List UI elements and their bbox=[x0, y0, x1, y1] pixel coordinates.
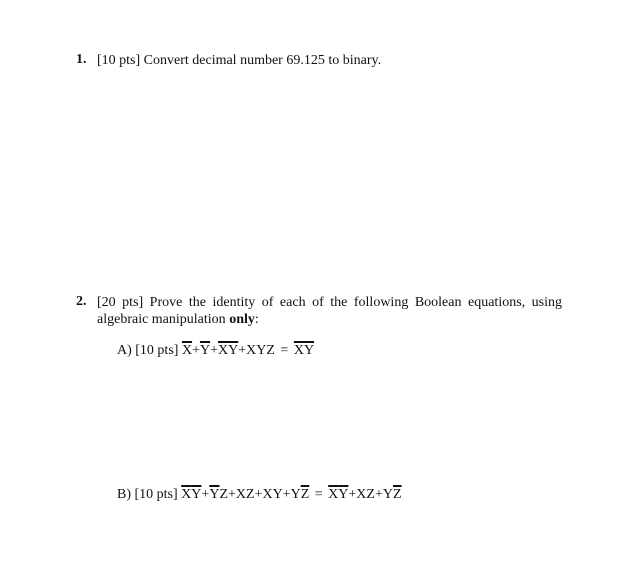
part-b-term-y-bar: $\overline{Y}$ bbox=[191, 487, 202, 502]
part-b-terms-mid: Z+XZ+XY+Y bbox=[219, 487, 301, 502]
question-2-text bbox=[97, 294, 562, 328]
part-a-equation bbox=[117, 342, 314, 360]
part-a-term-x-bar: $\overline{X}$ bbox=[181, 343, 193, 358]
question-1-text: [10 pts] Convert decimal number 69.125 to binary. bbox=[97, 53, 382, 68]
part-b-rhs-z-bar: $\overline{Z}$ bbox=[392, 487, 402, 502]
part-a-term-y-bar: $\overline{Y}$ bbox=[199, 343, 211, 358]
question-2-number: 2. bbox=[76, 294, 87, 309]
part-a-term-xy-bar: $\overline{XY}$ bbox=[218, 343, 239, 358]
part-b-rhs-x-bar: $\overline{X}$ bbox=[328, 487, 339, 502]
part-a-equals: = bbox=[280, 343, 289, 358]
question-1-number: 1. bbox=[76, 52, 87, 67]
question-2-emphasis: only bbox=[229, 312, 255, 327]
part-b-term-x-bar: $\overline{X}$ bbox=[181, 487, 192, 502]
part-b-equals: = bbox=[314, 487, 323, 502]
part-a-plus-3: + bbox=[238, 343, 247, 358]
part-a-label: A) [10 pts] bbox=[117, 343, 179, 358]
part-a-plus-2: + bbox=[210, 343, 218, 358]
part-a-term-xyz: XYZ bbox=[246, 343, 275, 358]
part-a-rhs-xy-bar: $\overline{XY}$ bbox=[293, 343, 315, 358]
part-b-plus-1: + bbox=[201, 487, 210, 502]
part-b-rhs-mid: +XZ+Y bbox=[348, 487, 393, 502]
part-b-term-y-bar-2: $\overline{Y}$ bbox=[209, 487, 220, 502]
part-b-equation bbox=[117, 486, 402, 504]
question-2-text-prefix: [20 pts] Prove the identity of each of the following Boolean equations, using algebraic manipulation bbox=[97, 295, 562, 327]
part-b-rhs-y-bar: $\overline{Y}$ bbox=[338, 487, 349, 502]
part-b-term-z-bar: $\overline{Z}$ bbox=[300, 487, 310, 502]
part-b-label: B) [10 pts] bbox=[117, 487, 178, 502]
part-a-plus-1: + bbox=[192, 343, 200, 358]
question-2-text-suffix: : bbox=[254, 312, 259, 327]
